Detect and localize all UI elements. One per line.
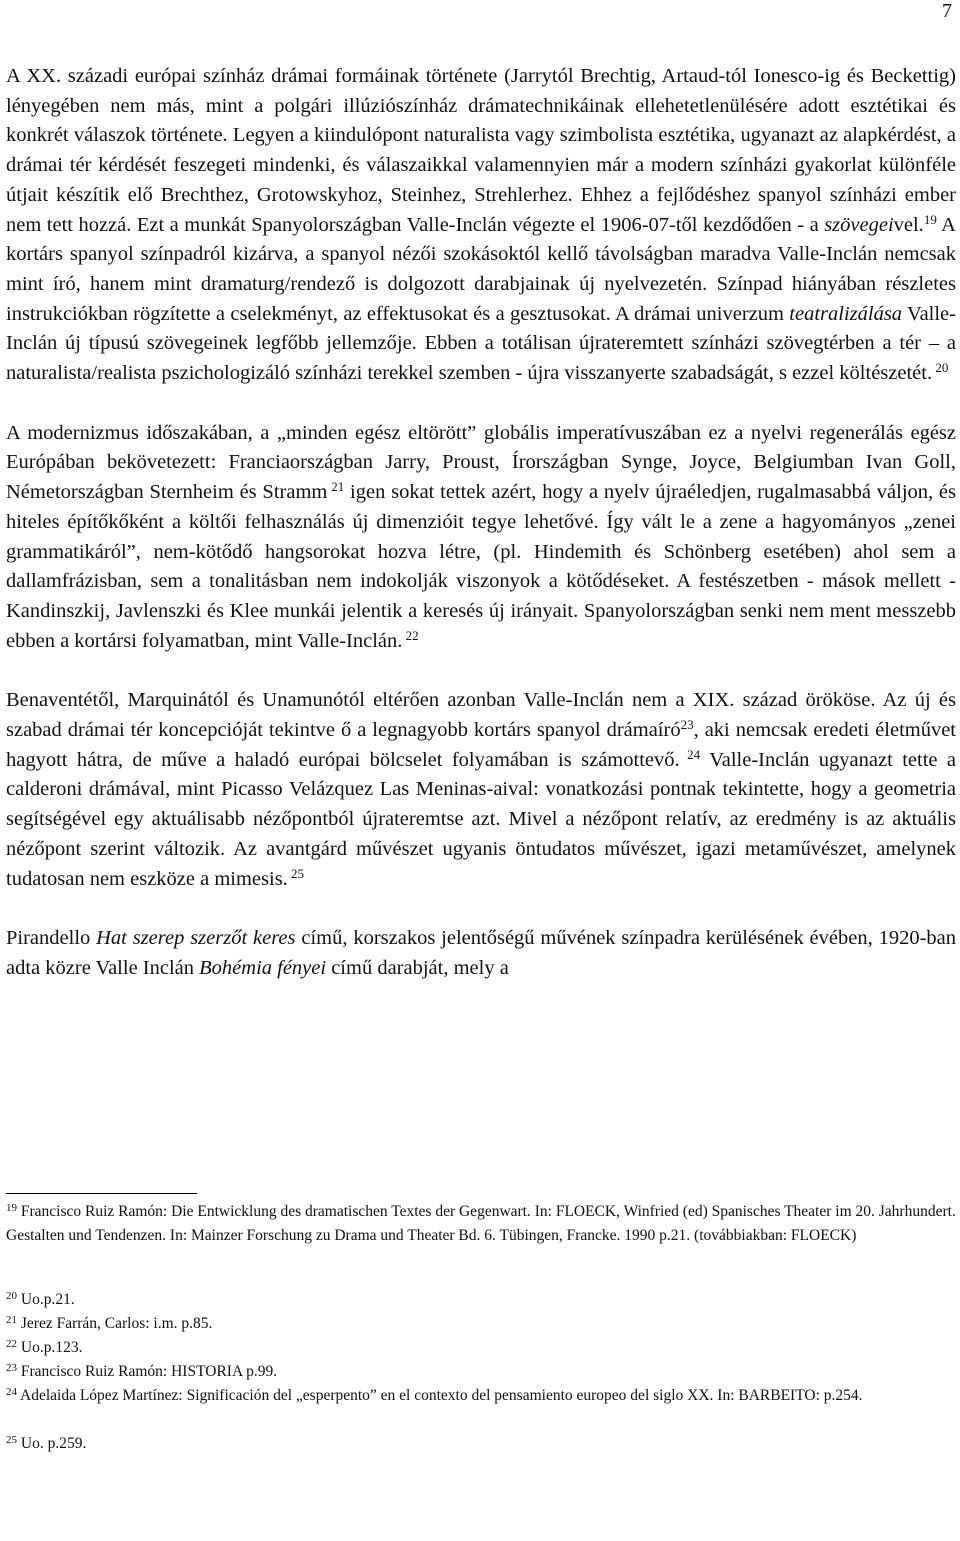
footnote-reference: 19 — [923, 211, 937, 227]
paragraph — [6, 924, 956, 983]
footnote-reference: 21 — [327, 479, 345, 495]
text-run: A XX. századi európai színház drámai formáinak története (Jarrytól Brechtig, Artaud-tól Ionesco-ig és Beckettig) lényegében nem más, mint a polgári illúziószínház drámatechnikáinak ellehetetlenülésére adott esztétikai és konkrét válaszok története. Legyen a kiindulópont naturalista vagy szimbolista esztétika, ugyanazt az alapkérdést, a drámai tér kérdését feszegeti mindenki, és válaszaikkal valamennyien már a modern színházi gyakorlat különféle útjait készítik elő Brechthez, Grotowskyhoz, Steinhez, Strehlerhez. Ehhez a fejlődéshez spanyol színházi ember nem tett hozzá. Ezt a munkát Spanyolországban Valle-Inclán végezte el 1906-07-től kezdődően - a — [6, 65, 956, 236]
italic-text: Bohémia fényei — [199, 956, 327, 979]
text-run: A kortárs spanyol színpadról kizárva, a spanyol nézői szokásoktól kellő távolságban maradva Valle-Inclán nemcsak mint író, hanem mint dramaturg/rendező is dolgozott darabjainak új nyelvezetén. Színpad hiányában részletes instrukciókban rögzítette a cselekményt, az effektusokat és a gesztusokat. A drámai univerzum — [6, 213, 956, 325]
footnote-24 — [6, 1384, 956, 1408]
footnote-number: 23 — [6, 1362, 17, 1374]
text-run: A modernizmus időszakában, a „minden egész eltörött” globális imperatívuszában ez a nyelvi regenerálás egész Európában bekövetezett: Franciaországban Jarry, Proust, Írországban Synge, Joyce, Belgiumban Ivan Goll, Németországban Sternheim és Stramm — [6, 421, 956, 504]
footnote-text: Adelaida López Martínez: Significación del „esperpento” en el contexto del pensamiento europeo del siglo XX. In: BARBEITO: p.254. — [17, 1387, 863, 1404]
footnote-text: Uo.p.123. — [17, 1339, 83, 1356]
text-run: Valle-Inclán ugyanazt tette a calderoni drámával, mint Picasso Velázquez Las Meninas-aival: vonatkozási pontnak tekintette, hogy a geometria segítségével egy aktuálisabb nézőpontból újrateremtse azt. Mivel a nézőpont relatív, az eredmény is az aktuális nézőpont szerint változik. Az avantgárd művészet ugyanis öntudatos művészet, igazi metaművészet, amelynek tudatosan nem eszköze a mimesis. — [6, 748, 956, 890]
footnote-reference: 25 — [287, 865, 305, 881]
footnote-number: 19 — [6, 1202, 17, 1214]
footnote-text: Uo.p.21. — [17, 1291, 75, 1308]
footnote-25 — [6, 1432, 956, 1456]
footnote-reference: 23 — [680, 717, 694, 733]
footnote-number: 24 — [6, 1386, 17, 1398]
footnote-text: Jerez Farrán, Carlos: i.m. p.85. — [17, 1315, 213, 1332]
footnote-reference: 20 — [932, 360, 949, 376]
text-run: című darabját, mely a — [326, 956, 509, 979]
italic-text: Hat szerep szerzőt keres — [96, 927, 296, 950]
footnote-23 — [6, 1360, 956, 1384]
italic-text: szövegei — [824, 213, 894, 236]
paragraph — [6, 686, 956, 894]
footnote-number: 21 — [6, 1314, 17, 1326]
footnote-number: 20 — [6, 1290, 17, 1302]
text-run: Benaventétől, Marquinától és Unamunótól eltérően azonban Valle-Inclán nem a XIX. század örököse. Az új és szabad drámai tér koncepcióját tekintve ő a legnagyobb kortárs spanyol drámaíró — [6, 689, 956, 742]
body-text — [6, 62, 956, 984]
text-run: Valle-Inclán új típusú szövegeinek legfőbb jellemzője. Ebben a totálisan újrateremtett színházi szövegtérben a tér – a naturalista/realista pszichologizáló színházi terekkel szemben - újra visszanyerte szabadságát, s ezzel költészetét. — [6, 302, 956, 385]
footnote-reference: 22 — [402, 627, 419, 643]
footnote-21 — [6, 1312, 956, 1336]
footnote-text: Francisco Ruiz Ramón: HISTORIA p.99. — [17, 1363, 278, 1380]
page-number: 7 — [942, 0, 952, 22]
paragraph — [6, 62, 956, 389]
text-run: Pirandello — [6, 927, 97, 950]
text-run: , aki nemcsak eredeti életművet hagyott hátra, de műve a haladó európai bölcselet folyamában is számottevő. — [6, 719, 957, 771]
footnote-reference: 24 — [679, 746, 701, 762]
italic-text: teatralizálása — [789, 302, 903, 325]
footnote-number: 25 — [6, 1434, 17, 1446]
paragraph — [6, 419, 956, 657]
footnote-number: 22 — [6, 1338, 17, 1350]
footnote-text: Francisco Ruiz Ramón: Die Entwicklung des dramatischen Textes der Gegenwart. In: FLOECK, Winfried (ed) Spanisches Theater im 20. Jahrhundert. Gestalten und Tendenzen. In: Mainzer Forschung zu Drama und Theater Bd. 6. Tübingen, Francke. 1990 p.21. (továbbiakban: FLOECK) — [6, 1203, 956, 1244]
text-run: igen sokat tettek azért, hogy a nyelv újraéledjen, rugalmasabbá váljon, és hiteles építőkőként a költői felhasználás új dimenzióit tegye lehetővé. Így vált le a zene a hagyományos „zenei grammatikáról”, nem-kötődő hangsorokat hozva létre, (pl. Hindemith és Schönberg esetében) ahol sem a dallamfrázisban, sem a tonalitásban nem indokolják viszonyok a kötődéseket. A festészetben - mások mellett - Kandinszkij, Javlenszki és Klee munkái jelentik a keresés új irányait. Spanyolországban senki nem ment messzebb ebben a kortársi folyamatban, mint Valle-Inclán. — [6, 481, 956, 652]
footnote-separator — [6, 1193, 197, 1194]
footnote-19 — [6, 1200, 956, 1248]
text-run: vel. — [893, 213, 924, 236]
footnote-text: Uo. p.259. — [17, 1435, 87, 1452]
text-run: című, korszakos jelentőségű művének színpadra kerülésének évében, 1920-ban adta közre Valle Inclán — [6, 927, 956, 979]
footnote-20 — [6, 1288, 956, 1312]
footnote-22 — [6, 1336, 956, 1360]
footnotes — [6, 1200, 956, 1456]
